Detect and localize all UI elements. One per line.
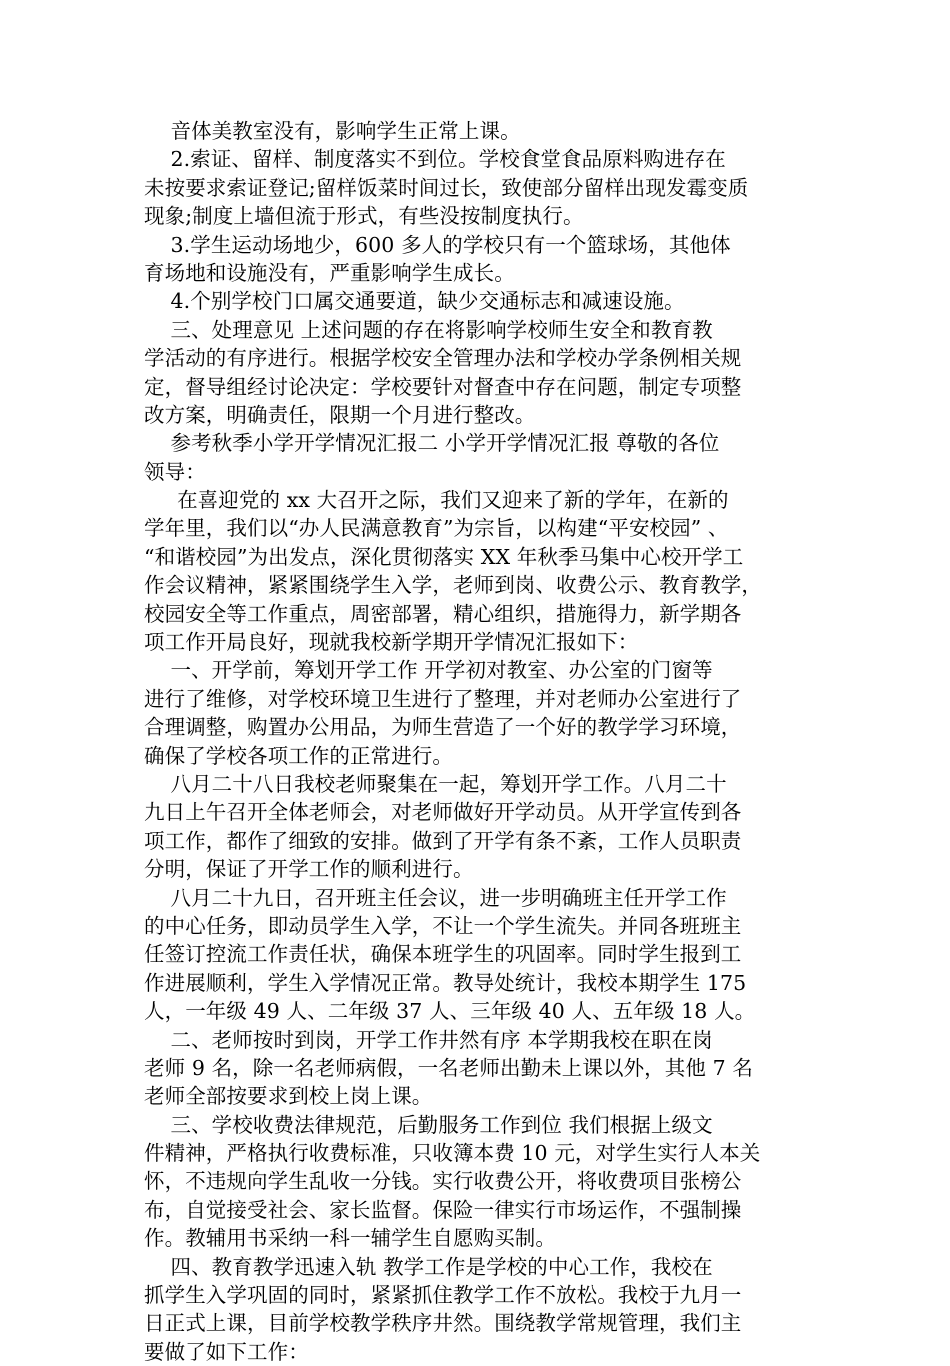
- text-line: 八月二十八日我校老师聚集在一起，筹划开学工作。八月二十: [144, 771, 727, 796]
- text-line: 项工作，都作了细致的安排。做到了开学有条不紊，工作人员职责: [144, 828, 742, 853]
- text-line: 三、处理意见 上述问题的存在将影响学校师生安全和教育教: [144, 317, 713, 342]
- text-line: 人，一年级 49 人、二年级 37 人、三年级 40 人、五年级 18 人。: [144, 999, 756, 1024]
- text-line: 分明，保证了开学工作的顺利进行。: [144, 857, 474, 882]
- text-line: 抓学生入学巩固的同时，紧紧抓住教学工作不放松。我校于九月一: [144, 1283, 742, 1308]
- text-line: 进行了维修，对学校环境卫生进行了整理，并对老师办公室进行了: [144, 686, 742, 711]
- text-line: 件精神，严格执行收费标准，只收簿本费 10 元，对学生实行人本关: [144, 1141, 761, 1166]
- text-line: 布，自觉接受社会、家长监督。保险一律实行市场运作，不强制操: [144, 1197, 742, 1222]
- text-line: 未按要求索证登记;留样饭菜时间过长，致使部分留样出现发霉变质: [144, 175, 749, 200]
- text-line: 作。教辅用书采纳一科一辅学生自愿购买制。: [144, 1226, 556, 1251]
- text-line: 校园安全等工作重点，周密部署，精心组织，措施得力，新学期各: [144, 601, 742, 626]
- text-line: 一、开学前，筹划开学工作 开学初对教室、办公室的门窗等: [144, 658, 713, 683]
- text-line: 在喜迎党的 xx 大召开之际，我们又迎来了新的学年，在新的: [144, 488, 729, 513]
- text-line: 4.个别学校门口属交通要道，缺少交通标志和减速设施。: [144, 289, 685, 314]
- text-line: 领导：: [144, 459, 206, 484]
- text-line: 音体美教室没有，影响学生正常上课。: [144, 119, 521, 143]
- text-line: 八月二十九日，召开班主任会议，进一步明确班主任开学工作: [144, 885, 727, 910]
- text-line: 参考秋季小学开学情况汇报二 小学开学情况汇报 尊敬的各位: [144, 431, 720, 456]
- text-line: 改方案，明确责任，限期一个月进行整改。: [144, 402, 536, 427]
- text-line: 确保了学校各项工作的正常进行。: [144, 743, 453, 768]
- text-line: 四、教育教学迅速入轨 教学工作是学校的中心工作，我校在: [144, 1254, 713, 1279]
- text-line: 育场地和设施没有，严重影响学生成长。: [144, 260, 515, 285]
- text-line: 定，督导组经讨论决定：学校要针对督查中存在问题，制定专项整: [144, 374, 742, 399]
- text-line: 合理调整，购置办公用品，为师生营造了一个好的教学学习环境，: [144, 715, 742, 740]
- text-line: 任签订控流工作责任状，确保本班学生的巩固率。同时学生报到工: [144, 942, 742, 967]
- text-line: 作会议精神，紧紧围绕学生入学，老师到岗、收费公示、教育教学，: [144, 573, 762, 598]
- text-line: 二、老师按时到岗，开学工作井然有序 本学期我校在职在岗: [144, 1027, 713, 1052]
- text-line: 作进展顺利，学生入学情况正常。教导处统计，我校本期学生 175: [144, 970, 747, 995]
- text-line: 老师全部按要求到校上岗上课。: [144, 1084, 433, 1109]
- text-line: 的中心任务，即动员学生入学，不让一个学生流失。并同各班班主: [144, 913, 742, 938]
- text-line: 怀，不违规向学生乱收一分钱。实行收费公开，将收费项目张榜公: [144, 1169, 742, 1194]
- text-line: 日正式上课，目前学校教学秩序井然。围绕教学常规管理，我们主: [144, 1311, 742, 1336]
- text-line: 三、学校收费法律规范，后勤服务工作到位 我们根据上级文: [144, 1112, 713, 1137]
- text-line: 老师 9 名，除一名老师病假，一名老师出勤未上课以外，其他 7 名: [144, 1055, 753, 1080]
- text-line: 学年里，我们以“办人民满意教育”为宗旨，以构建“平安校园” 、: [144, 516, 729, 541]
- text-line: 2.索证、留样、制度落实不到位。学校食堂食品原料购进存在: [144, 147, 726, 172]
- text-line: 项工作开局良好，现就我校新学期开学情况汇报如下：: [144, 630, 639, 655]
- text-line: 学活动的有序进行。根据学校安全管理办法和学校办学条例相关规: [144, 346, 742, 371]
- text-line: 九日上午召开全体老师会，对老师做好开学动员。从开学宣传到各: [144, 800, 742, 825]
- document-body: [144, 117, 808, 1366]
- text-line: 要做了如下工作：: [144, 1339, 309, 1364]
- text-line: 现象;制度上墙但流于形式，有些没按制度执行。: [144, 204, 584, 229]
- text-line: 3.学生运动场地少，600 多人的学校只有一个篮球场，其他体: [144, 232, 731, 257]
- text-line: “和谐校园”为出发点，深化贯彻落实 XX 年秋季马集中心校开学工: [144, 544, 744, 569]
